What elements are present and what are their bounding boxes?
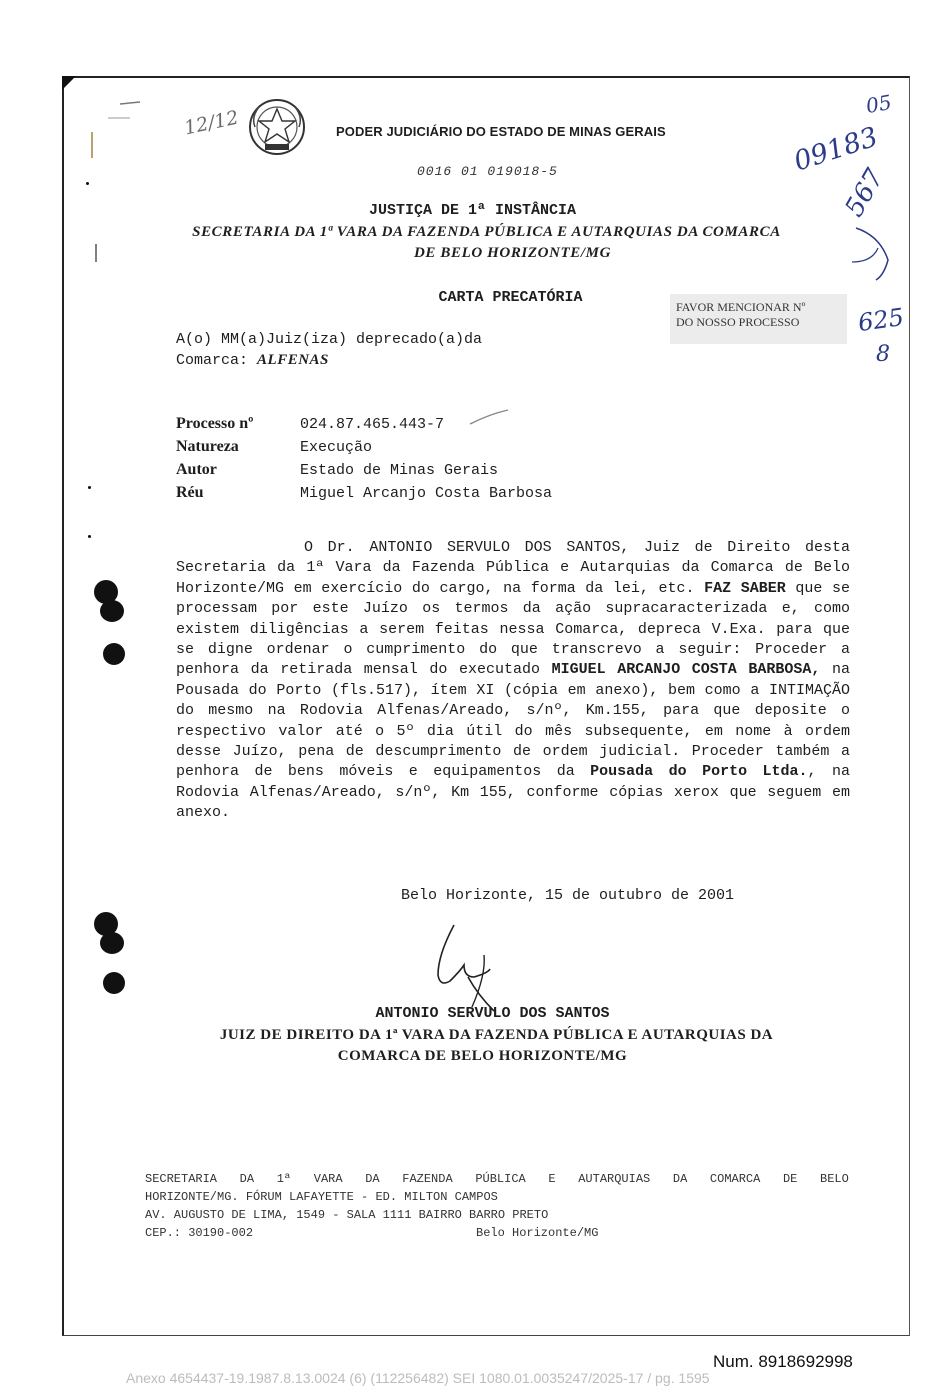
annex-reference: Anexo 4654437-19.1987.8.13.0024 (6) (112256482) SEI 1080.01.0035247/2025-17 / pg. 1595 bbox=[126, 1370, 710, 1386]
punch-hole bbox=[103, 643, 125, 665]
comarca-line bbox=[176, 350, 482, 371]
document-number: Num. 8918692998 bbox=[713, 1352, 853, 1371]
state-seal-icon bbox=[247, 97, 307, 157]
instance-title: JUSTIÇA DE 1ª INSTÂNCIA bbox=[368, 202, 577, 219]
footer-word: E bbox=[548, 1172, 556, 1186]
judge-name: ANTONIO SERVULO DOS SANTOS bbox=[375, 1005, 610, 1022]
punch-hole bbox=[100, 600, 124, 622]
field-autor bbox=[176, 459, 552, 482]
footer-line1 bbox=[145, 1170, 849, 1188]
process-number-stamp bbox=[670, 294, 847, 344]
footer-line2: HORIZONTE/MG. FÓRUM LAFAYETTE - ED. MILTON CAMPOS bbox=[145, 1190, 498, 1204]
footer-word: SECRETARIA bbox=[145, 1172, 218, 1186]
handwritten-folio: 05 bbox=[864, 89, 894, 119]
footer-word: BELO bbox=[820, 1172, 849, 1186]
addressee-line: A(o) MM(a)Juiz(iza) deprecado(a)da bbox=[176, 331, 483, 348]
field-processo bbox=[176, 413, 552, 436]
handwritten-number: 09183 bbox=[790, 121, 882, 178]
footer-word: DA bbox=[365, 1172, 380, 1186]
document-type: CARTA PRECATÓRIA bbox=[438, 289, 583, 306]
punch-hole bbox=[100, 932, 124, 954]
punch-hole bbox=[103, 972, 125, 994]
footer-word: VARA bbox=[313, 1172, 343, 1186]
field-label: Natureza bbox=[176, 438, 239, 455]
footer-address bbox=[145, 1170, 849, 1242]
stamp-line1: FAVOR MENCIONAR Nº bbox=[676, 300, 806, 314]
handwritten-folio-3: 625 bbox=[856, 302, 906, 338]
date-line: Belo Horizonte, 15 de outubro de 2001 bbox=[401, 887, 735, 904]
protocol-number: 0016 01 019018-5 bbox=[417, 164, 558, 179]
footer-word: AUTARQUIAS bbox=[578, 1172, 651, 1186]
secretariat-title-line1: SECRETARIA DA 1ª VARA DA FAZENDA PÚBLICA E AUTARQUIAS DA COMARCA bbox=[192, 224, 781, 240]
case-fields bbox=[176, 413, 552, 505]
body-part4: , na Rodovia Alfenas/Areado, s/nº, Km 155, conforme cópias xerox que seguem em anexo. bbox=[176, 763, 850, 822]
field-label: Autor bbox=[176, 461, 217, 478]
body-defendant-name: MIGUEL ARCANJO COSTA BARBOSA, bbox=[551, 661, 821, 679]
secretariat-title-line2: DE BELO HORIZONTE/MG bbox=[413, 245, 612, 261]
body-paragraph bbox=[176, 538, 850, 824]
footer-word: DE bbox=[782, 1172, 798, 1186]
footer-word: FAZENDA bbox=[402, 1172, 453, 1186]
court-header: PODER JUDICIÁRIO DO ESTADO DE MINAS GERAIS bbox=[336, 124, 666, 139]
addressee-block bbox=[176, 330, 482, 371]
field-value: 024.87.465.443-7 bbox=[300, 416, 445, 433]
body-part2: que se processam por este Juízo os termos da ação supracaracterizada e, como existem diligências a serem feitas nessa Comarca, depreca V.Exa. para que se digne ordenar o cumprimento do que transcrevo a seguir: Proceder a penhora da retirada mensal do executado bbox=[176, 579, 851, 679]
comarca-label: Comarca: bbox=[176, 352, 249, 369]
footer-word: COMARCA bbox=[709, 1172, 761, 1186]
body-part1: O Dr. ANTONIO SERVULO DOS SANTOS, Juiz de Direito desta Secretaria da 1ª Vara da Fazenda Pública e Autarquias da Comarca de Belo Horizonte/MG em exercício do cargo, na forma da lei, etc. bbox=[176, 539, 850, 597]
field-value: Miguel Arcanjo Costa Barbosa bbox=[300, 485, 553, 502]
comarca-value: ALFENAS bbox=[257, 352, 329, 368]
scan-speck bbox=[88, 535, 91, 538]
field-reu bbox=[176, 482, 552, 505]
scan-speck bbox=[86, 182, 89, 185]
handwritten-date: 12/12 bbox=[182, 106, 241, 140]
handwritten-folio-2: 567 bbox=[839, 164, 891, 222]
field-label: Processo nº bbox=[176, 415, 254, 432]
body-company-name: Pousada do Porto Ltda. bbox=[590, 763, 808, 781]
body-faz-saber: FAZ SABER bbox=[704, 579, 786, 597]
field-natureza bbox=[176, 436, 552, 459]
footer-word: DA bbox=[672, 1172, 688, 1186]
judge-title-line1: JUIZ DE DIREITO DA 1ª VARA DA FAZENDA PÚBLICA E AUTARQUIAS DA bbox=[219, 1027, 774, 1043]
field-value: Execução bbox=[300, 439, 373, 456]
footer-city: Belo Horizonte/MG bbox=[476, 1226, 599, 1240]
footer-word: DA bbox=[239, 1172, 255, 1186]
footer-line4: CEP.: 30190-002 bbox=[145, 1226, 254, 1240]
scan-speck bbox=[88, 486, 91, 489]
footer-word: PÚBLICA bbox=[475, 1172, 526, 1186]
handwritten-folio-4: 8 bbox=[876, 342, 890, 367]
judge-title-line2: COMARCA DE BELO HORIZONTE/MG bbox=[337, 1048, 628, 1064]
field-value: Estado de Minas Gerais bbox=[300, 462, 499, 479]
handwritten-signature bbox=[424, 915, 514, 1015]
body-part3: na Pousada do Porto (fls.517), ítem XI (cópia em anexo), bem como a INTIMAÇÃO do mesmo na Rodovia Alfenas/Areado, s/nº, Km.155, para que deposite o respectivo valor até o 5º dia útil do mês subsequente, em nome à ordem desse Juízo, pena de descumprimento de ordem judicial. Proceder também a penhora de bens móveis e equipamentos da bbox=[176, 661, 850, 781]
footer-line3: AV. AUGUSTO DE LIMA, 1549 - SALA 1111 BAIRRO BARRO PRETO bbox=[145, 1208, 549, 1222]
stamp-line2: DO NOSSO PROCESSO bbox=[676, 315, 800, 329]
scan-corner-mark bbox=[62, 76, 76, 90]
field-label: Réu bbox=[176, 484, 204, 501]
footer-word: 1ª bbox=[276, 1172, 292, 1186]
